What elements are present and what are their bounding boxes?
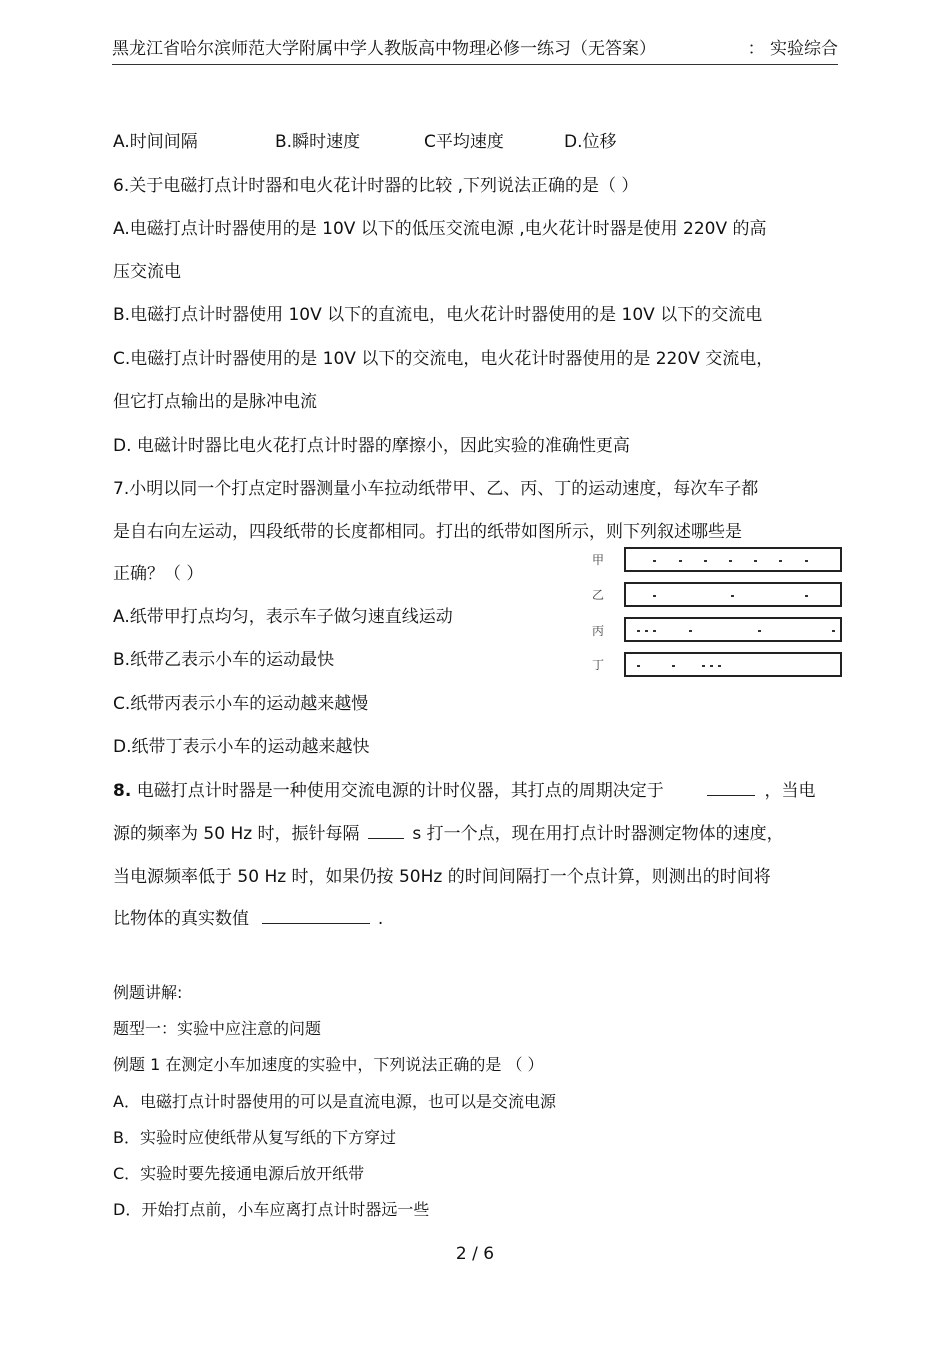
page-header	[112, 34, 838, 65]
q7-stem-line3: 正确？（ ）	[113, 564, 204, 584]
tape-dot	[637, 630, 640, 632]
tape-dot	[754, 560, 757, 562]
q6-option-a-line1: A.电磁打点计时器使用的是 10V 以下的低压交流电源 ,电火花计时器是使用 220V 的高	[113, 219, 767, 239]
q8-line4-text: 比物体的真实数值	[113, 909, 249, 929]
tape-bing	[624, 617, 842, 642]
tape-dot	[731, 595, 734, 597]
tape-jia	[624, 547, 842, 572]
q8-line4	[113, 904, 383, 929]
example-1-stem: 例题 1 在测定小车加速度的实验中，下列说法正确的是 （ ）	[113, 1055, 544, 1074]
tape-label-bing: 丙	[592, 624, 605, 638]
q8-line1-tail: ，当电	[764, 781, 816, 801]
tape-dot	[672, 665, 675, 667]
tape-ding	[624, 652, 842, 677]
tape-dot	[704, 560, 707, 562]
header-section: ： 实验综合	[747, 39, 838, 59]
tape-dot	[653, 595, 656, 597]
tape-dot	[758, 630, 761, 632]
q8-line3: 当电源频率低于 50 Hz 时，如果仍按 50Hz 的时间间隔打一个点计算，则测出的时间将	[113, 867, 771, 887]
ticker-tape-figure	[588, 545, 846, 681]
q8-line2-tail: s 打一个点，现在用打点计时器测定物体的速度，	[412, 824, 784, 844]
q5-options	[113, 127, 833, 151]
tape-yi	[624, 582, 842, 607]
tape-dot	[653, 560, 656, 562]
tape-dot	[805, 560, 808, 562]
tape-dot	[779, 560, 782, 562]
q8-blank-3[interactable]	[262, 909, 370, 924]
tape-dot	[679, 560, 682, 562]
q6-option-b: B.电磁打点计时器使用 10V 以下的直流电，电火花计时器使用的是 10V 以下的交流电	[113, 305, 763, 325]
q7-stem-line1: 7.小明以同一个打点定时器测量小车拉动纸带甲、乙、丙、丁的运动速度，每次车子都	[113, 479, 759, 499]
q8-line1-text: 电磁打点计时器是一种使用交流电源的计时仪器，其打点的周期决定于	[136, 781, 664, 801]
tape-dot	[637, 665, 640, 667]
tape-dot	[832, 630, 835, 632]
q8-line4-tail: .	[377, 909, 384, 929]
page-number: 2 / 6	[455, 1244, 495, 1264]
q5-option-c: C平均速度	[424, 132, 504, 152]
example-type-heading: 题型一：实验中应注意的问题	[113, 1019, 322, 1038]
q7-option-b: B.纸带乙表示小车的运动最快	[113, 650, 335, 670]
q6-option-c-line2: 但它打点输出的是脉冲电流	[113, 392, 317, 412]
tape-dot	[718, 665, 721, 667]
tape-dot	[702, 665, 705, 667]
q8-line1	[113, 776, 835, 801]
q6-option-a-line2: 压交流电	[113, 262, 181, 282]
q8-line2-text: 源的频率为 50 Hz 时，振针每隔	[113, 824, 360, 844]
q5-option-b: B.瞬时速度	[275, 132, 361, 152]
q5-option-d: D.位移	[564, 132, 617, 152]
tape-dot	[645, 630, 648, 632]
q8-blank-2[interactable]	[368, 824, 404, 839]
tape-dot	[710, 665, 713, 667]
q8-line2	[113, 819, 784, 844]
example-1-option-c: C．实验时要先接通电源后放开纸带	[113, 1164, 365, 1183]
tape-dot	[729, 560, 732, 562]
tape-label-ding: 丁	[592, 658, 605, 672]
q7-option-d: D.纸带丁表示小车的运动越来越快	[113, 737, 370, 757]
tape-dot	[689, 630, 692, 632]
example-1-option-a: A．电磁打点计时器使用的可以是直流电源，也可以是交流电源	[113, 1092, 556, 1111]
example-1-option-d: D．开始打点前，小车应离打点计时器远一些	[113, 1200, 430, 1219]
example-heading: 例题讲解:	[113, 983, 183, 1002]
q8-number: 8.	[113, 781, 132, 801]
q7-option-c: C.纸带丙表示小车的运动越来越慢	[113, 694, 369, 714]
q5-option-a: A.时间间隔	[113, 132, 198, 152]
header-title: 黑龙江省哈尔滨师范大学附属中学人教版高中物理必修一练习（无答案）	[112, 39, 656, 59]
tape-label-yi: 乙	[592, 588, 605, 602]
q7-stem-line2: 是自右向左运动，四段纸带的长度都相同。打出的纸带如图所示，则下列叙述哪些是	[113, 522, 742, 542]
q6-option-c-line1: C.电磁打点计时器使用的是 10V 以下的交流电，电火花计时器使用的是 220V 交流电，	[113, 349, 774, 369]
example-1-option-b: B．实验时应使纸带从复写纸的下方穿过	[113, 1128, 396, 1147]
q8-blank-1[interactable]	[707, 781, 755, 796]
tape-dot	[805, 595, 808, 597]
q7-option-a: A.纸带甲打点均匀，表示车子做匀速直线运动	[113, 607, 453, 627]
q6-option-d: D. 电磁计时器比电火花打点计时器的摩擦小，因此实验的准确性更高	[113, 436, 630, 456]
tape-label-jia: 甲	[592, 553, 605, 567]
q6-stem: 6.关于电磁打点计时器和电火花计时器的比较 ,下列说法正确的是（ ）	[113, 176, 639, 196]
tape-dot	[653, 630, 656, 632]
